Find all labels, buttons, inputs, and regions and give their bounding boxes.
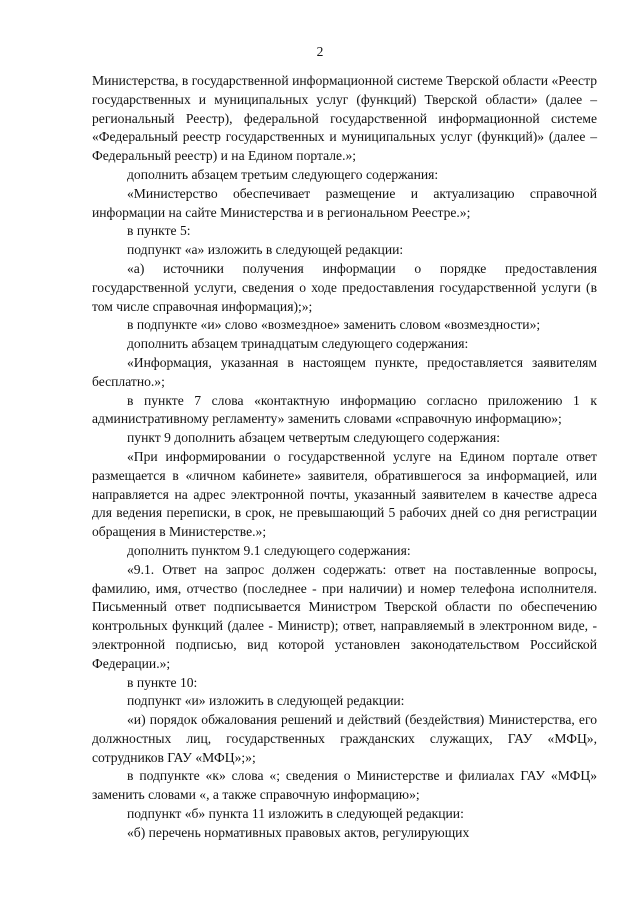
- paragraph: пункт 9 дополнить абзацем четвертым следующего содержания:: [127, 430, 500, 446]
- paragraph: подпункт «а» изложить в следующей редакции:: [127, 242, 404, 258]
- paragraph: дополнить абзацем третьим следующего содержания:: [127, 166, 439, 182]
- paragraph: «Министерство обеспечивает размещение и актуализацию справочной информации на сайте Министерства и в региональном Реестре.»;: [92, 185, 597, 220]
- paragraph: в пункте 5:: [127, 223, 191, 239]
- paragraph: «б) перечень нормативных правовых актов, регулирующих: [127, 824, 470, 840]
- paragraph: «При информировании о государственной услуге на Едином портале ответ размещается в «личном кабинете» заявителя, обратившегося за информацией, или направляется на адрес электронной почты, указанный заявителем в качестве адреса для ведения переписки, в срок, не превышающий 5 рабочих дней со дня регистрации обращения в Министерстве.»;: [92, 448, 597, 540]
- paragraph: «9.1. Ответ на запрос должен содержать: ответ на поставленные вопросы, фамилию, имя, отчество (последнее - при наличии) и номер телефона исполнителя. Письменный ответ подписывается Министром Тверской области по обеспечению контрольных функций (далее - Министр); ответ, направляемый в электронном виде, - электронной подписью, вид которой установлен законодательством Российской Федерации.»;: [92, 561, 597, 671]
- paragraph: «а) источники получения информации о порядке предоставления государственной услуги, сведения о ходе предоставления государственной услуги (в том числе справочная информация);»;: [92, 260, 597, 314]
- paragraph: «и) порядок обжалования решений и действий (бездействия) Министерства, его должностных лиц, государственных гражданских служащих, ГАУ «МФЦ», сотрудников ГАУ «МФЦ»;»;: [92, 712, 597, 765]
- paragraph: подпункт «б» пункта 11 изложить в следующей редакции:: [127, 806, 464, 822]
- paragraph: Министерства, в государственной информационной системе Тверской области «Реестр государственных и муниципальных услуг (функций) Тверской области» (далее – региональный Реестр), федеральной государственной информационной системе «Федеральный реестр государственных и муниципальных услуг (функций)» (далее – Федеральный реестр) и на Едином портале.»;: [92, 73, 597, 164]
- document-body: [92, 72, 597, 843]
- paragraph: «Информация, указанная в настоящем пункте, предоставляется заявителям бесплатно.»;: [92, 354, 597, 389]
- page-number: 2: [316, 44, 324, 59]
- paragraph: в пункте 7 слова «контактную информацию согласно приложению 1 к административному регламенту» заменить словами «справочную информацию»;: [92, 392, 597, 427]
- paragraph: дополнить абзацем тринадцатым следующего содержания:: [127, 336, 469, 352]
- paragraph: в подпункте «к» слова «; сведения о Министерстве и филиалах ГАУ «МФЦ» заменить словами «, а также справочную информацию»;: [92, 768, 597, 803]
- paragraph: в пункте 10:: [127, 674, 198, 690]
- paragraph: в подпункте «и» слово «возмездное» заменить словом «возмездности»;: [127, 317, 541, 333]
- paragraph: подпункт «и» изложить в следующей редакции:: [127, 693, 405, 709]
- paragraph: дополнить пунктом 9.1 следующего содержания:: [127, 542, 411, 558]
